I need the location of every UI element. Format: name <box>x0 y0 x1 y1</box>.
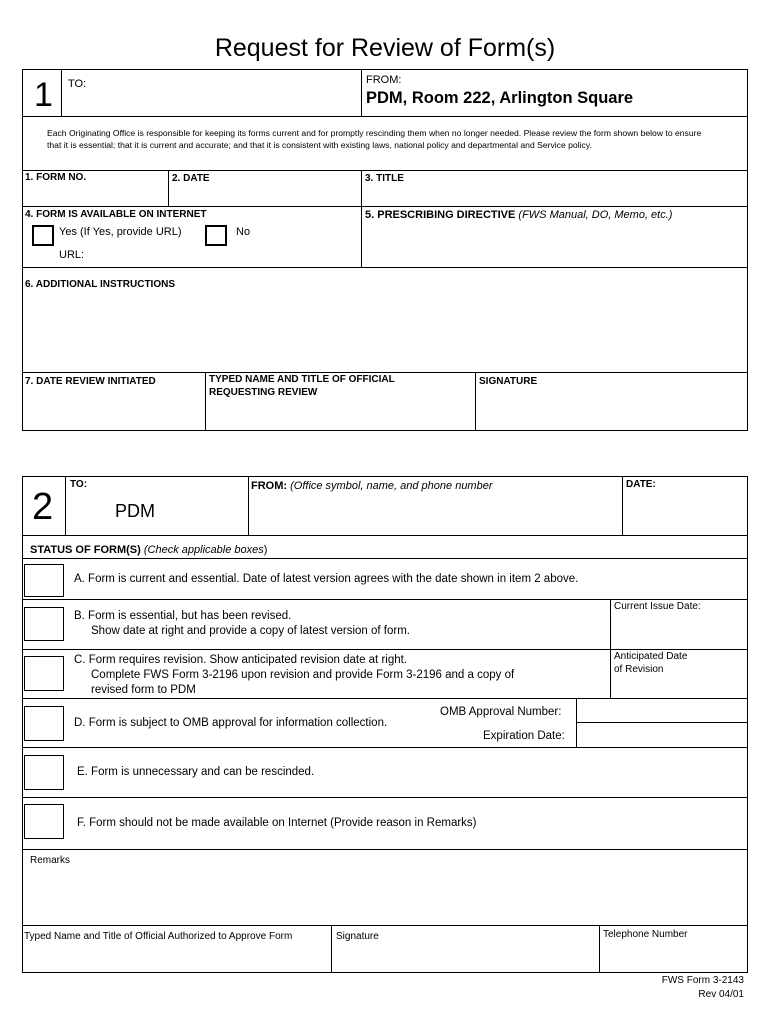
divider <box>22 116 748 117</box>
section2-number: 2 <box>32 486 54 528</box>
divider <box>22 698 748 699</box>
divider <box>576 722 748 723</box>
expiration-label: Expiration Date: <box>483 730 565 742</box>
option-c-checkbox[interactable] <box>24 656 64 691</box>
status-hint: (Check applicable boxes <box>143 544 264 556</box>
instructions-text: Each Originating Office is responsible for keeping its forms current and for promptly rescinding them when no longer needed. Please review the form shown below to ensure that it is essential; that it is current and accurate; and that it is consistent with existing laws, national policy and departmental and Service policy. <box>47 128 702 151</box>
divider <box>22 747 748 748</box>
divider <box>22 797 748 798</box>
to-label: TO: <box>68 78 87 90</box>
divider <box>168 170 169 207</box>
divider <box>22 535 748 536</box>
divider <box>248 476 249 536</box>
yes-label: Yes (If Yes, provide URL) <box>59 226 182 238</box>
option-b-text-2: Show date at right and provide a copy of latest version of form. <box>91 625 410 637</box>
divider <box>22 372 748 373</box>
from-value: PDM, Room 222, Arlington Square <box>366 89 634 107</box>
divider <box>22 170 748 171</box>
typed-official-label: Typed Name and Title of Official Authorized to Approve Form <box>24 931 293 942</box>
divider <box>622 476 623 536</box>
url-label: URL: <box>59 249 85 261</box>
option-c-text-1: C. Form requires revision. Show anticipated revision date at right. <box>74 654 408 666</box>
prescribing-hint: (FWS Manual, DO, Memo, etc.) <box>518 209 673 221</box>
date-label-2: DATE: <box>626 479 656 490</box>
anticipated-label-2: of Revision <box>614 664 664 675</box>
section2-bottom-border <box>22 972 748 973</box>
from-label: FROM: <box>366 74 402 86</box>
internet-label: 4. FORM IS AVAILABLE ON INTERNET <box>25 209 207 220</box>
option-d-text: D. Form is subject to OMB approval for information collection. <box>74 717 388 729</box>
section2-left-border <box>22 476 23 973</box>
divider <box>22 925 748 926</box>
current-issue-label: Current Issue Date: <box>614 601 701 612</box>
footer-form-number: FWS Form 3-2143 <box>661 975 744 986</box>
section1-right-border <box>747 69 748 431</box>
divider <box>610 649 611 698</box>
option-c-text-3: revised form to PDM <box>91 684 196 696</box>
yes-checkbox[interactable] <box>32 225 54 246</box>
typed-name-label-2: REQUESTING REVIEW <box>209 387 318 398</box>
section1-bottom-border <box>22 430 748 431</box>
option-b-text-1: B. Form is essential, but has been revised. <box>74 610 292 622</box>
option-a-text: A. Form is current and essential. Date of latest version agrees with the date shown in item 2 above. <box>74 573 579 585</box>
divider <box>475 372 476 431</box>
status-close: ) <box>263 544 268 556</box>
section2-top-border <box>22 476 748 477</box>
prescribing-directive <box>365 209 672 221</box>
divider <box>599 925 600 973</box>
section2-right-border <box>747 476 748 973</box>
signature-label-2: Signature <box>336 931 379 942</box>
prescribing-label: 5. PRESCRIBING DIRECTIVE <box>365 209 516 221</box>
option-b-checkbox[interactable] <box>24 607 64 641</box>
divider <box>22 267 748 268</box>
divider <box>331 925 332 973</box>
status-heading <box>30 544 267 556</box>
date-label: 2. DATE <box>172 173 210 184</box>
additional-instructions-label: 6. ADDITIONAL INSTRUCTIONS <box>25 279 176 290</box>
form-no-label: 1. FORM NO. <box>25 172 87 183</box>
from-field-2 <box>251 480 493 492</box>
option-e-text: E. Form is unnecessary and can be rescinded. <box>77 766 315 778</box>
footer-revision: Rev 04/01 <box>698 989 744 1000</box>
from-label-2: FROM: <box>251 480 288 492</box>
omb-label: OMB Approval Number: <box>440 706 562 718</box>
divider <box>610 599 611 649</box>
status-label: STATUS OF FORM(S) <box>30 544 141 556</box>
divider <box>22 849 748 850</box>
remarks-label: Remarks <box>30 855 71 866</box>
divider <box>61 69 62 117</box>
divider <box>22 599 748 600</box>
signature-label: SIGNATURE <box>479 376 538 387</box>
section1-top-border <box>22 69 748 70</box>
divider <box>22 649 748 650</box>
telephone-label: Telephone Number <box>603 929 688 940</box>
section1-left-border <box>22 69 23 431</box>
date-review-label: 7. DATE REVIEW INITIATED <box>25 376 156 387</box>
divider <box>205 372 206 431</box>
from-hint-2: (Office symbol, name, and phone number <box>290 480 493 492</box>
no-label: No <box>236 226 251 238</box>
title-label: 3. TITLE <box>365 173 404 184</box>
section1-number: 1 <box>34 76 53 114</box>
option-c-text-2: Complete FWS Form 3-2196 upon revision and provide Form 3-2196 and a copy of <box>91 669 515 681</box>
option-f-text: F. Form should not be made available on Internet (Provide reason in Remarks) <box>77 817 477 829</box>
to-value-2: PDM <box>115 501 155 521</box>
page-title: Request for Review of Form(s) <box>214 34 556 62</box>
divider <box>22 558 748 559</box>
divider <box>361 170 362 267</box>
option-e-checkbox[interactable] <box>24 755 64 790</box>
option-a-checkbox[interactable] <box>24 564 64 597</box>
option-f-checkbox[interactable] <box>24 804 64 839</box>
typed-name-label-1: TYPED NAME AND TITLE OF OFFICIAL <box>209 374 395 385</box>
no-checkbox[interactable] <box>205 225 227 246</box>
divider <box>361 69 362 117</box>
anticipated-label-1: Anticipated Date <box>614 651 688 662</box>
divider <box>22 206 748 207</box>
option-d-checkbox[interactable] <box>24 706 64 741</box>
divider <box>65 476 66 536</box>
to-label-2: TO: <box>70 479 88 490</box>
